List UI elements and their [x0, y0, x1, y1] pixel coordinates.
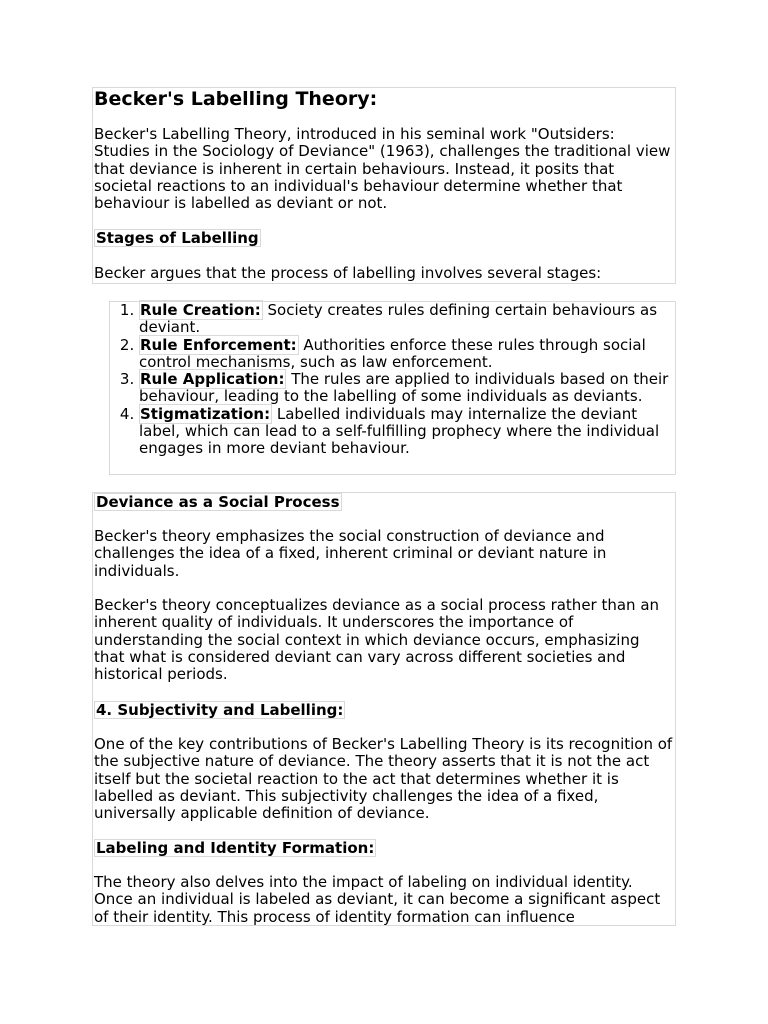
intro-paragraph: Becker's Labelling Theory, introduced in his seminal work "Outsiders: Studies in the Sociology of Deviance" (1963), challenges the traditional view that deviance is inherent in certain behaviours. Instead, it posits that societal reactions to an individual's behaviour determine whether that behaviour is labelled as deviant or not. — [94, 125, 671, 213]
social-process-paragraph-2: Becker's theory conceptualizes deviance as a social process rather than an inherent quality of individuals. It underscores the importance of understanding the social context in which deviance occurs, emphasizing that what is considered deviant can vary across different societies and historical periods. — [94, 596, 660, 684]
identity-heading: Labeling and Identity Formation: — [96, 839, 375, 857]
list-item-text: The rules are applied to individuals based on their behaviour, leading to the labelling of some individuals as deviants. — [139, 370, 669, 406]
list-item-term: Rule Enforcement: — [140, 335, 297, 354]
list-item — [139, 406, 671, 458]
stages-list-box — [109, 301, 676, 475]
stages-heading: Stages of Labelling — [96, 229, 259, 247]
social-process-paragraph-1: Becker's theory emphasizes the social construction of deviance and challenges the idea of a fixed, inherent criminal or deviant nature in individuals. — [94, 527, 607, 580]
list-item — [139, 371, 671, 406]
list-item-term: Rule Creation: — [140, 301, 261, 319]
list-item-text: Labelled individuals may internalize the deviant label, which can lead to a self-fulfilling prophecy where the individual engages in more deviant behaviour. — [139, 404, 660, 458]
stages-list — [110, 302, 671, 458]
list-item — [139, 337, 671, 372]
list-item-text: Authorities enforce these rules through social control mechanisms, such as law enforcement. — [139, 335, 646, 371]
subjectivity-paragraph: One of the key contributions of Becker's Labelling Theory is its recognition of the subjective nature of deviance. The theory asserts that it is not the act itself but the societal reaction to the act that determines whether it is labelled as deviant. This subjectivity challenges the idea of a fixed, universally applicable definition of deviance. — [94, 735, 673, 823]
list-item — [139, 302, 671, 337]
list-item-text: Society creates rules defining certain behaviours as deviant. — [139, 301, 658, 337]
subjectivity-heading: 4. Subjectivity and Labelling: — [96, 701, 344, 719]
intro-section — [92, 87, 676, 284]
page-title: Becker's Labelling Theory: — [94, 88, 378, 110]
stages-lead: Becker argues that the process of labelling involves several stages: — [94, 264, 602, 282]
list-item-term: Rule Application: — [140, 370, 285, 389]
content-section — [92, 492, 676, 926]
social-process-heading: Deviance as a Social Process — [96, 493, 340, 511]
list-item-term: Stigmatization: — [140, 404, 271, 423]
identity-paragraph: The theory also delves into the impact of labeling on individual identity. Once an individual is labeled as deviant, it can become a significant aspect of their identity. This process of identity formation can influence — [94, 873, 661, 926]
